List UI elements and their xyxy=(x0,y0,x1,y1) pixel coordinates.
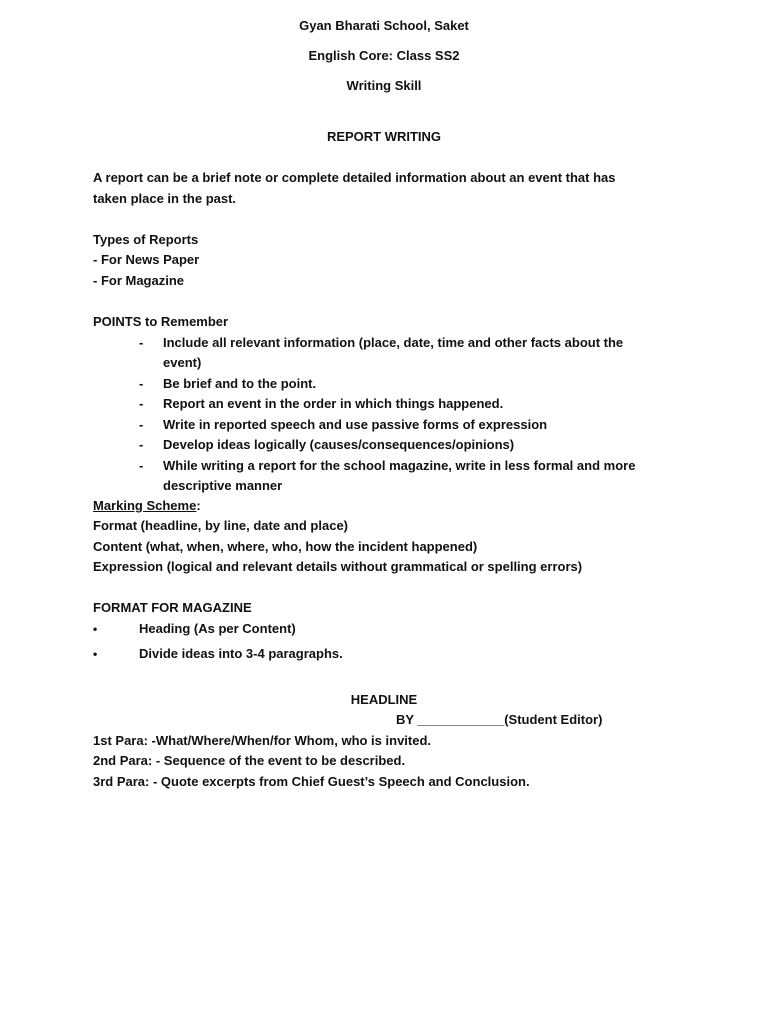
page-title: REPORT WRITING xyxy=(326,129,442,144)
point-text-continued: event) xyxy=(163,355,202,370)
dash-marker: - xyxy=(139,335,144,350)
marking-heading-label: Marking Scheme xyxy=(93,498,197,513)
format-item-text: Heading (As per Content) xyxy=(139,621,296,636)
point-text: Write in reported speech and use passive forms of expression xyxy=(163,417,548,432)
marking-heading-colon: : xyxy=(196,498,201,513)
point-text: Include all relevant information (place, date, time and other facts about the xyxy=(163,335,624,350)
dash-marker: - xyxy=(139,376,144,391)
para-2-instruction: 2nd Para: - Sequence of the event to be described. xyxy=(93,753,406,768)
marking-heading xyxy=(93,498,201,514)
bullet-icon: • xyxy=(93,647,98,661)
point-text: Be brief and to the point. xyxy=(163,376,317,391)
point-text: Report an event in the order in which things happened. xyxy=(163,396,504,411)
points-heading: POINTS to Remember xyxy=(93,314,229,329)
format-item-text: Divide ideas into 3-4 paragraphs. xyxy=(139,646,343,661)
para-1-instruction: 1st Para: -What/Where/When/for Whom, who is invited. xyxy=(93,733,432,748)
types-heading: Types of Reports xyxy=(93,232,199,247)
marking-item-content: Content (what, when, where, who, how the incident happened) xyxy=(93,539,478,554)
types-item-newspaper: - For News Paper xyxy=(93,252,200,267)
skill-title: Writing Skill xyxy=(346,78,422,93)
intro-line-2: taken place in the past. xyxy=(93,191,237,206)
point-text: Develop ideas logically (causes/consequences/opinions) xyxy=(163,437,515,452)
para-3-instruction: 3rd Para: - Quote excerpts from Chief Guest’s Speech and Conclusion. xyxy=(93,774,530,789)
dash-marker: - xyxy=(139,437,144,452)
intro-line-1: A report can be a brief note or complete detailed information about an event that has xyxy=(93,170,616,185)
dash-marker: - xyxy=(139,417,144,432)
class-subject: English Core: Class SS2 xyxy=(308,48,460,63)
marking-item-expression: Expression (logical and relevant details without grammatical or spelling errors) xyxy=(93,559,583,574)
types-item-magazine: - For Magazine xyxy=(93,273,185,288)
dash-marker: - xyxy=(139,458,144,473)
bullet-icon: • xyxy=(93,622,98,636)
point-text: While writing a report for the school magazine, write in less formal and more xyxy=(163,458,636,473)
marking-item-format: Format (headline, by line, date and place) xyxy=(93,518,348,533)
dash-marker: - xyxy=(139,396,144,411)
byline: BY ____________(Student Editor) xyxy=(396,712,603,727)
school-name: Gyan Bharati School, Saket xyxy=(299,18,469,33)
format-heading: FORMAT FOR MAGAZINE xyxy=(93,600,252,615)
headline-label: HEADLINE xyxy=(350,692,418,707)
point-text-continued: descriptive manner xyxy=(163,478,283,493)
